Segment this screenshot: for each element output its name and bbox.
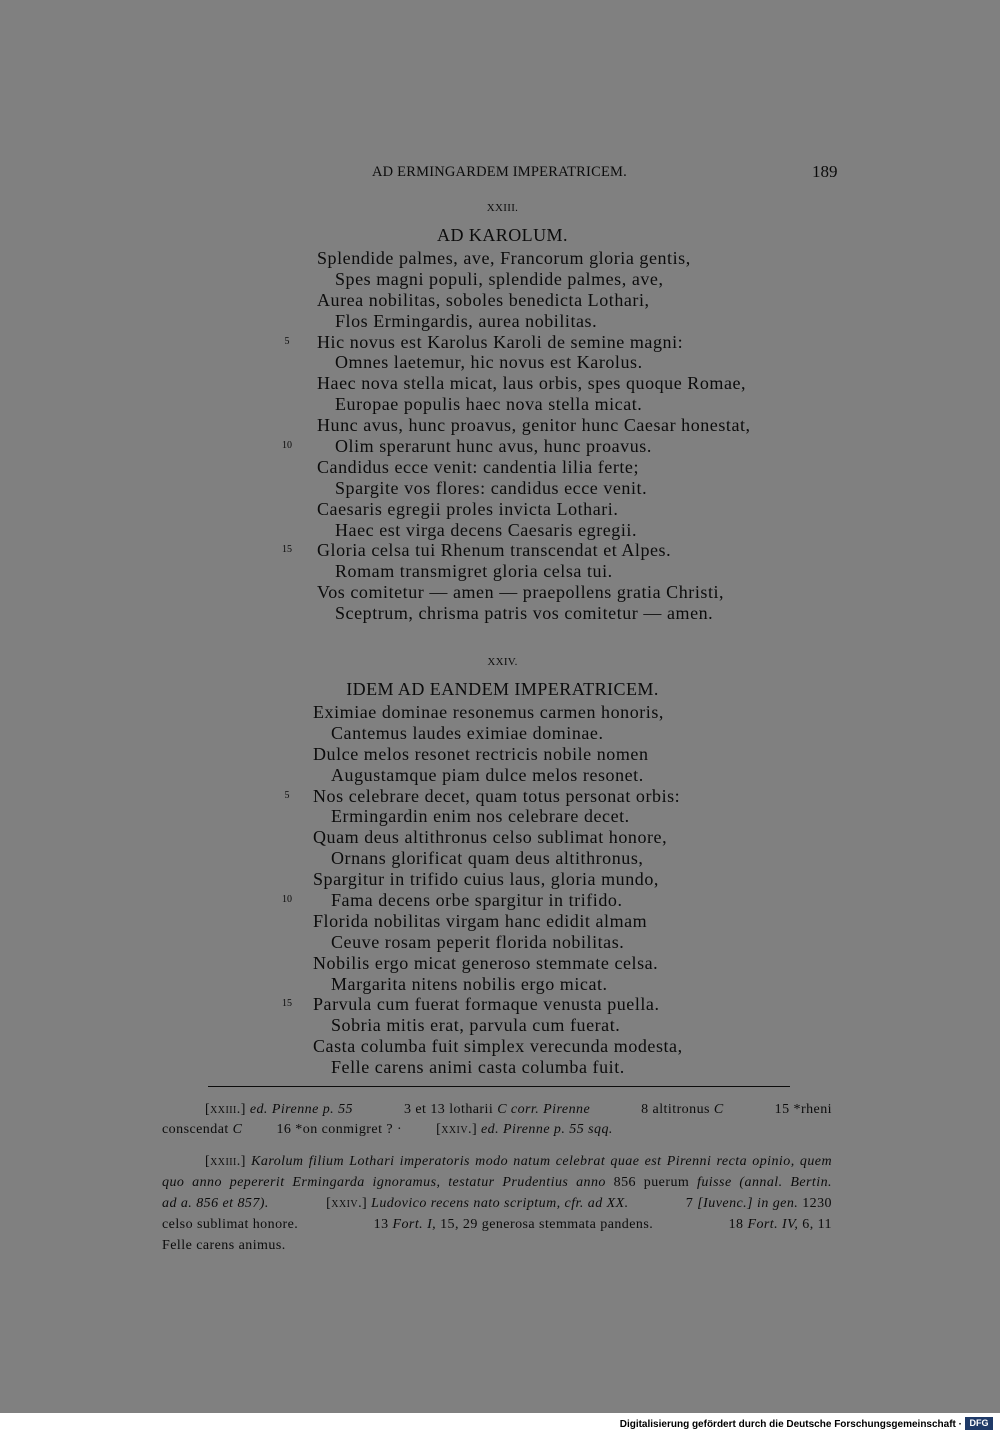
verse-text: Ermingardin enim nos celebrare decet. [331, 806, 630, 827]
verse-text: Ornans glorificat quam deus altithronus, [331, 848, 644, 869]
verse-text: Omnes laetemur, hic novus est Karolus. [335, 352, 643, 373]
verse-text: Spargite vos flores: candidus ecce venit. [335, 477, 648, 498]
apparatus-entry [162, 1193, 269, 1214]
apparatus-entry [641, 1100, 724, 1121]
apparatus-entry [729, 1214, 832, 1235]
apparatus-text: Fort. IV, [747, 1216, 799, 1232]
verse-text: Candidus ecce venit: candentia lilia ferte; [317, 456, 640, 477]
apparatus-text: 15 *rheni [774, 1101, 832, 1117]
verse-text: Quam deus altithronus celso sublimat honore, [313, 827, 668, 848]
verse-text: Sobria mitis erat, parvula cum fuerat. [331, 1015, 621, 1036]
verse-line [0, 723, 1000, 744]
apparatus-line [162, 1214, 832, 1235]
verse-block [0, 248, 1000, 624]
apparatus-entry [276, 1120, 402, 1141]
verse-text: Splendide palmes, ave, Francorum gloria gentis, [317, 248, 691, 268]
verse-line [0, 290, 1000, 311]
verse-text: Nobilis ergo micat generoso stemmate celsa. [313, 952, 659, 973]
apparatus-text: [xxiii.] [205, 1153, 252, 1169]
verse-line [0, 603, 1000, 624]
verse-line [0, 994, 1000, 1015]
funding-credit: Digitalisierung gefördert durch die Deutsche Forschungsgemeinschaft · [619, 1419, 962, 1430]
verse-text: Flos Ermingardis, aurea nobilitas. [335, 310, 598, 331]
apparatus-text: ed. Pirenne p. 55 [249, 1101, 353, 1117]
verse-line [0, 911, 1000, 932]
apparatus-text: 3 et 13 lotharii [403, 1101, 498, 1117]
verse-line [0, 499, 1000, 520]
apparatus-entry [162, 1214, 298, 1235]
verse-line [0, 1057, 1000, 1078]
verse-text: Eximiae dominae resonemus carmen honoris, [313, 702, 664, 722]
verse-line [0, 436, 1000, 457]
critical-apparatus [162, 1100, 832, 1141]
apparatus-line [162, 1193, 832, 1214]
verse-text: Spargitur in trifido cuius laus, gloria mundo, [313, 869, 659, 890]
verse-text: Ceuve rosam peperit florida nobilitas. [331, 931, 625, 952]
line-number: 10 [282, 440, 292, 452]
verse-line [0, 932, 1000, 953]
apparatus-text: [xxiii.] [205, 1101, 250, 1117]
verse-text: Cantemus laudes eximiae dominae. [331, 722, 604, 743]
apparatus-text: [Iuvenc.] in gen. [697, 1195, 799, 1211]
verse-line [0, 561, 1000, 582]
footnote-rule [208, 1086, 790, 1087]
apparatus-text: 13 [373, 1216, 393, 1232]
verse-text: Haec nova stella micat, laus orbis, spes quoque Romae, [317, 373, 747, 394]
verse-line [0, 540, 1000, 561]
line-number: 5 [284, 789, 290, 801]
poem [0, 653, 1000, 1078]
verse-text: Augustamque piam dulce melos resonet. [331, 764, 644, 785]
verse-line [0, 457, 1000, 478]
verse-line [0, 269, 1000, 290]
verse-text: Europae populis haec nova stella micat. [335, 394, 643, 415]
apparatus-entry [205, 1151, 832, 1172]
verse-line [0, 827, 1000, 848]
apparatus-text: 15, 29 generosa stemmata pandens. [436, 1216, 654, 1232]
apparatus-text: 18 [728, 1216, 748, 1232]
poem-number: XXIII. [486, 202, 519, 214]
line-number: 5 [284, 335, 290, 347]
apparatus-text: Karolum filium Lothari imperatoris modo natum celebrat quae est Pirenni recta opinio, quem [251, 1153, 833, 1169]
apparatus-text: 6, 11 [798, 1216, 832, 1232]
apparatus-text: 16 *on conmigret ? · [276, 1122, 403, 1138]
commentary-notes [162, 1151, 832, 1256]
verse-line [0, 702, 1000, 723]
verse-line [0, 744, 1000, 765]
line-number: 15 [282, 544, 292, 556]
verse-line [0, 848, 1000, 869]
apparatus-text: 1230 [798, 1195, 832, 1211]
apparatus-text: 8 altitronus [641, 1101, 714, 1117]
apparatus-entry [775, 1100, 832, 1121]
verse-text: Casta columba fuit simplex verecunda modesta, [313, 1036, 683, 1057]
verse-text: Nos celebrare decet, quam totus personat orbis: [313, 785, 681, 806]
verse-text: Hic novus est Karolus Karoli de semine magni: [317, 331, 684, 352]
verse-text: Spes magni populi, splendide palmes, ave, [335, 268, 664, 289]
apparatus-text: C [713, 1101, 724, 1117]
verse-text: Haec est virga decens Caesaris egregii. [335, 519, 637, 540]
poem-title: IDEM AD EANDEM IMPERATRICEM. [346, 678, 659, 699]
verse-line [0, 1015, 1000, 1036]
verse-text: Aurea nobilitas, soboles benedicta Lothari, [317, 289, 650, 310]
apparatus-entry [374, 1214, 654, 1235]
verse-line [0, 869, 1000, 890]
dfg-logo: DFG [965, 1417, 993, 1430]
page-number: 189 [812, 162, 838, 181]
verse-text: Vos comitetur — amen — praepollens gratia Christi, [317, 582, 725, 603]
apparatus-text: quo anno pepererit Ermingarda ignoramus, testatur Prudentius anno [162, 1174, 614, 1190]
verse-line [0, 311, 1000, 332]
verse-text: Parvula cum fuerat formaque venusta puella. [313, 994, 660, 1015]
poem-title: AD KAROLUM. [437, 224, 568, 245]
verse-line [0, 352, 1000, 373]
verse-text: Caesaris egregii proles invicta Lothari. [317, 498, 619, 519]
apparatus-text: ed. Pirenne p. 55 sqq. [481, 1122, 613, 1138]
verse-text: Felle carens animi casta columba fuit. [331, 1057, 625, 1078]
apparatus-text: Felle carens animus. [162, 1237, 286, 1253]
verse-line [0, 806, 1000, 827]
verse-text: Hunc avus, hunc proavus, genitor hunc Caesar honestat, [317, 415, 751, 436]
apparatus-text: 7 [685, 1195, 698, 1211]
apparatus-entry [162, 1235, 286, 1256]
apparatus-text: [xxiv.] [436, 1122, 482, 1138]
apparatus-text: 856 puerum [613, 1174, 698, 1190]
apparatus-text: conscendat [162, 1122, 233, 1138]
apparatus-line [162, 1100, 832, 1121]
verse-text: Florida nobilitas virgam hanc edidit almam [313, 910, 648, 931]
verse-line [0, 394, 1000, 415]
apparatus-line [162, 1120, 832, 1141]
apparatus-line [162, 1235, 832, 1256]
apparatus-entry [162, 1172, 832, 1193]
verse-line [0, 953, 1000, 974]
apparatus-text: C corr. Pirenne [497, 1101, 591, 1117]
apparatus-entry [205, 1100, 353, 1121]
apparatus-entry [326, 1193, 628, 1214]
verse-text: Fama decens orbe spargitur in trifido. [331, 890, 623, 911]
apparatus-entry [686, 1193, 832, 1214]
verse-line [0, 974, 1000, 995]
apparatus-entry [404, 1100, 590, 1121]
apparatus-entry [162, 1120, 242, 1141]
verse-text: Sceptrum, chrisma patris vos comitetur — amen. [335, 603, 714, 624]
poem-number: XXIV. [487, 656, 518, 668]
apparatus-text: Fort. I, [392, 1216, 437, 1232]
digitization-footer [0, 1413, 1000, 1434]
verse-line [0, 248, 1000, 269]
apparatus-line [162, 1172, 832, 1193]
line-number: 15 [282, 998, 292, 1010]
poem [0, 199, 1000, 624]
verse-line [0, 786, 1000, 807]
verse-text: Gloria celsa tui Rhenum transcendat et Alpes. [317, 540, 672, 561]
verse-line [0, 1036, 1000, 1057]
running-title: AD ERMINGARDEM IMPERATRICEM. [372, 164, 627, 180]
verse-text: Dulce melos resonet rectricis nobile nomen [313, 743, 649, 764]
verse-line [0, 765, 1000, 786]
line-number: 10 [282, 894, 292, 906]
verse-line [0, 373, 1000, 394]
verse-text: Olim sperarunt hunc avus, hunc proavus. [335, 436, 652, 457]
apparatus-text: fuisse (annal. Bertin. [697, 1174, 832, 1190]
verse-line [0, 478, 1000, 499]
apparatus-text: [xxiv.] [326, 1195, 372, 1211]
verse-line [0, 582, 1000, 603]
apparatus-text: ad a. 856 et 857). [162, 1195, 269, 1211]
apparatus-text: C [232, 1122, 243, 1138]
verse-text: Margarita nitens nobilis ergo micat. [331, 973, 608, 994]
verse-block [0, 702, 1000, 1078]
apparatus-text: celso sublimat honore. [162, 1216, 299, 1232]
verse-text: Romam transmigret gloria celsa tui. [335, 561, 613, 582]
verse-line [0, 332, 1000, 353]
verse-line [0, 890, 1000, 911]
apparatus-text: Ludovico recens nato scriptum, cfr. ad XX. [371, 1195, 629, 1211]
verse-line [0, 520, 1000, 541]
verse-line [0, 415, 1000, 436]
apparatus-line [162, 1151, 832, 1172]
apparatus-entry [436, 1120, 613, 1141]
